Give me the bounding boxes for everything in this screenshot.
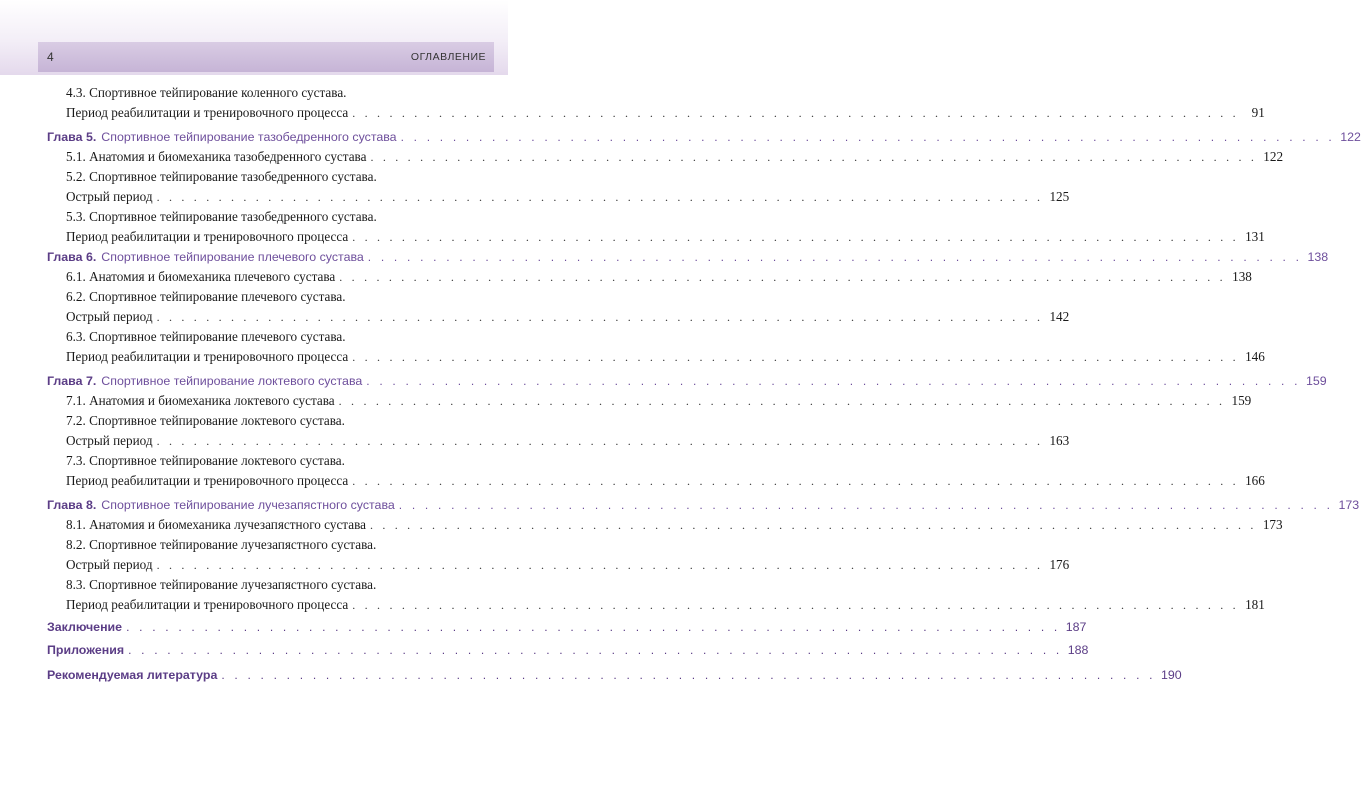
toc-subsection-entry — [66, 471, 1265, 491]
chapter-label: Глава 7. — [47, 374, 97, 388]
subsection-title-text: 7.1. Анатомия и биомеханика локтевого сустава — [66, 393, 335, 408]
toc-subsection-entry — [66, 287, 472, 307]
page-number-ref: 91 — [1251, 105, 1265, 120]
page-number-ref: 159 — [1305, 374, 1327, 388]
toc-subsection-entry — [66, 535, 472, 555]
dot-leader: . . . . . . . . . . . . . . . . . . . . . . . . . . . . . . . . . . . . . . . . . . . . . . . . . . . . . . . . . . . . . . . . . . . . . . . . — [156, 190, 1044, 204]
subsection-title-text: 5.1. Анатомия и биомеханика тазобедренного сустава — [66, 149, 367, 164]
toc-subsection-entry — [66, 575, 472, 595]
dot-leader: . . . . . . . . . . . . . . . . . . . . . . . . . . . . . . . . . . . . . . . . . . . . . . . . . . . . . . . . . . . . . . . . . . . . . . . . — [128, 643, 1063, 657]
subsection-title-text: Период реабилитации и тренировочного процесса — [66, 473, 349, 488]
chapter-label: Глава 6. — [47, 250, 97, 264]
subsection-title-text: 8.1. Анатомия и биомеханика лучезапястного сустава — [66, 517, 366, 532]
page-number-ref: 166 — [1245, 473, 1265, 488]
subsection-title-text: Период реабилитации и тренировочного процесса — [66, 597, 349, 612]
page-number-ref: 187 — [1065, 620, 1087, 634]
subsection-title-text: Период реабилитации и тренировочного процесса — [66, 105, 349, 120]
subsection-title-text: 7.3. Спортивное тейпирование локтевого сустава. — [66, 453, 345, 468]
toc-section-entry — [47, 617, 1087, 637]
page-number-ref: 125 — [1049, 189, 1070, 204]
chapter-label: Глава 5. — [47, 130, 97, 144]
chapter-title: Спортивное тейпирование локтевого сустава — [101, 374, 363, 388]
dot-leader: . . . . . . . . . . . . . . . . . . . . . . . . . . . . . . . . . . . . . . . . . . . . . . . . . . . . . . . . . . . . . . . . . . . . . . . . — [339, 270, 1226, 284]
dot-leader: . . . . . . . . . . . . . . . . . . . . . . . . . . . . . . . . . . . . . . . . . . . . . . . . . . . . . . . . . . . . . . . . . . . . . . . . — [156, 434, 1044, 448]
dot-leader: . . . . . . . . . . . . . . . . . . . . . . . . . . . . . . . . . . . . . . . . . . . . . . . . . . . . . . . . . . . . . . . . . . . . . . . . — [370, 150, 1258, 164]
toc-section-entry — [47, 640, 1089, 660]
subsection-title-text: Острый период — [66, 557, 153, 572]
toc-subsection-entry — [66, 595, 1265, 615]
dot-leader: . . . . . . . . . . . . . . . . . . . . . . . . . . . . . . . . . . . . . . . . . . . . . . . . . . . . . . . . . . . . . . . . . . . . . . . . — [369, 518, 1257, 532]
toc-chapter-entry — [47, 127, 1361, 147]
subsection-title-text: 4.3. Спортивное тейпирование коленного сустава. — [66, 85, 347, 100]
page-number-ref: 176 — [1049, 557, 1070, 572]
toc-subsection-entry — [66, 431, 1070, 451]
page-number-ref: 142 — [1049, 309, 1070, 324]
subsection-title-text: Период реабилитации и тренировочного процесса — [66, 229, 349, 244]
page-number-ref: 190 — [1161, 668, 1182, 682]
chapter-title: Спортивное тейпирование лучезапястного сустава — [101, 498, 395, 512]
dot-leader: . . . . . . . . . . . . . . . . . . . . . . . . . . . . . . . . . . . . . . . . . . . . . . . . . . . . . . . . . . . . . . . . . . . . . . . . — [156, 310, 1044, 324]
toc-chapter-entry — [47, 247, 1329, 267]
toc-subsection-entry — [66, 515, 1283, 535]
page-number-ref: 181 — [1245, 597, 1265, 612]
dot-leader: . . . . . . . . . . . . . . . . . . . . . . . . . . . . . . . . . . . . . . . . . . . . . . . . . . . . . . . . . . . . . . . . . . . . . . . . — [352, 598, 1239, 612]
section-title-text: Заключение — [47, 620, 123, 634]
toc-subsection-entry — [66, 227, 1265, 247]
dot-leader: . . . . . . . . . . . . . . . . . . . . . . . . . . . . . . . . . . . . . . . . . . . . . . . . . . . . . . . . . . . . . . . . . . . . . . . . — [398, 498, 1334, 512]
toc-subsection-entry — [66, 555, 1070, 575]
subsection-title-text: 5.2. Спортивное тейпирование тазобедренного сустава. — [66, 169, 377, 184]
toc-subsection-entry — [66, 187, 1070, 207]
chapter-title: Спортивное тейпирование тазобедренного сустава — [101, 130, 397, 144]
page-number-ref: 138 — [1307, 250, 1329, 264]
subsection-title-text: Период реабилитации и тренировочного процесса — [66, 349, 349, 364]
page-number: 4 — [47, 50, 54, 64]
dot-leader: . . . . . . . . . . . . . . . . . . . . . . . . . . . . . . . . . . . . . . . . . . . . . . . . . . . . . . . . . . . . . . . . . . . . . . . . — [352, 230, 1239, 244]
subsection-title-text: 7.2. Спортивное тейпирование локтевого сустава. — [66, 413, 345, 428]
subsection-title-text: Острый период — [66, 309, 153, 324]
chapter-title: Спортивное тейпирование плечевого сустава — [101, 250, 364, 264]
toc-subsection-entry — [66, 267, 1252, 287]
toc-subsection-entry — [66, 411, 472, 431]
toc-subsection-entry — [66, 103, 1265, 123]
dot-leader: . . . . . . . . . . . . . . . . . . . . . . . . . . . . . . . . . . . . . . . . . . . . . . . . . . . . . . . . . . . . . . . . . . . . . . . . — [221, 668, 1156, 682]
chapter-label: Глава 8. — [47, 498, 97, 512]
toc-chapter-entry — [47, 495, 1360, 515]
dot-leader: . . . . . . . . . . . . . . . . . . . . . . . . . . . . . . . . . . . . . . . . . . . . . . . . . . . . . . . . . . . . . . . . . . . . . . . . — [126, 620, 1061, 634]
subsection-title-text: 8.2. Спортивное тейпирование лучезапястного сустава. — [66, 537, 377, 552]
subsection-title-text: 6.3. Спортивное тейпирование плечевого сустава. — [66, 329, 346, 344]
subsection-title-text: 6.2. Спортивное тейпирование плечевого сустава. — [66, 289, 346, 304]
dot-leader: . . . . . . . . . . . . . . . . . . . . . . . . . . . . . . . . . . . . . . . . . . . . . . . . . . . . . . . . . . . . . . . . . . . . . . . . — [156, 558, 1044, 572]
section-title-text: Рекомендуемая литература — [47, 668, 218, 682]
page-number-ref: 146 — [1245, 349, 1265, 364]
dot-leader: . . . . . . . . . . . . . . . . . . . . . . . . . . . . . . . . . . . . . . . . . . . . . . . . . . . . . . . . . . . . . . . . . . . . . . . . — [366, 374, 1301, 388]
page-number-ref: 163 — [1049, 433, 1070, 448]
toc-subsection-entry — [66, 451, 472, 471]
toc-subsection-entry — [66, 167, 472, 187]
subsection-title-text: 5.3. Спортивное тейпирование тазобедренного сустава. — [66, 209, 377, 224]
page-number-ref: 188 — [1067, 643, 1089, 657]
page-number-ref: 138 — [1232, 269, 1252, 284]
dot-leader: . . . . . . . . . . . . . . . . . . . . . . . . . . . . . . . . . . . . . . . . . . . . . . . . . . . . . . . . . . . . . . . . . . . . . . . . — [367, 250, 1303, 264]
page-number-ref: 173 — [1262, 517, 1283, 532]
page-number-ref: 122 — [1340, 130, 1361, 144]
page-header — [0, 0, 508, 75]
dot-leader: . . . . . . . . . . . . . . . . . . . . . . . . . . . . . . . . . . . . . . . . . . . . . . . . . . . . . . . . . . . . . . . . . . . . . . . . — [400, 130, 1335, 144]
dot-leader: . . . . . . . . . . . . . . . . . . . . . . . . . . . . . . . . . . . . . . . . . . . . . . . . . . . . . . . . . . . . . . . . . . . . . . . . — [352, 350, 1239, 364]
subsection-title-text: 8.3. Спортивное тейпирование лучезапястного сустава. — [66, 577, 377, 592]
toc-section-entry — [47, 665, 1182, 685]
toc-subsection-entry — [66, 83, 472, 103]
page-number-ref: 159 — [1231, 393, 1252, 408]
toc-subsection-entry — [66, 207, 472, 227]
page-number-ref: 131 — [1245, 229, 1265, 244]
toc-subsection-entry — [66, 391, 1252, 411]
toc-subsection-entry — [66, 347, 1265, 367]
subsection-title-text: 6.1. Анатомия и биомеханика плечевого сустава — [66, 269, 336, 284]
section-title: ОГЛАВЛЕНИЕ — [410, 51, 486, 63]
toc-subsection-entry — [66, 327, 472, 347]
toc-chapter-entry — [47, 371, 1327, 391]
toc-subsection-entry — [66, 147, 1284, 167]
page-number-ref: 173 — [1338, 498, 1360, 512]
subsection-title-text: Острый период — [66, 189, 153, 204]
subsection-title-text: Острый период — [66, 433, 153, 448]
page-number-ref: 122 — [1263, 149, 1284, 164]
toc-subsection-entry — [66, 307, 1070, 327]
dot-leader: . . . . . . . . . . . . . . . . . . . . . . . . . . . . . . . . . . . . . . . . . . . . . . . . . . . . . . . . . . . . . . . . . . . . . . . . — [352, 106, 1239, 120]
dot-leader: . . . . . . . . . . . . . . . . . . . . . . . . . . . . . . . . . . . . . . . . . . . . . . . . . . . . . . . . . . . . . . . . . . . . . . . . — [338, 394, 1226, 408]
section-title-text: Приложения — [47, 643, 125, 657]
dot-leader: . . . . . . . . . . . . . . . . . . . . . . . . . . . . . . . . . . . . . . . . . . . . . . . . . . . . . . . . . . . . . . . . . . . . . . . . — [352, 474, 1239, 488]
